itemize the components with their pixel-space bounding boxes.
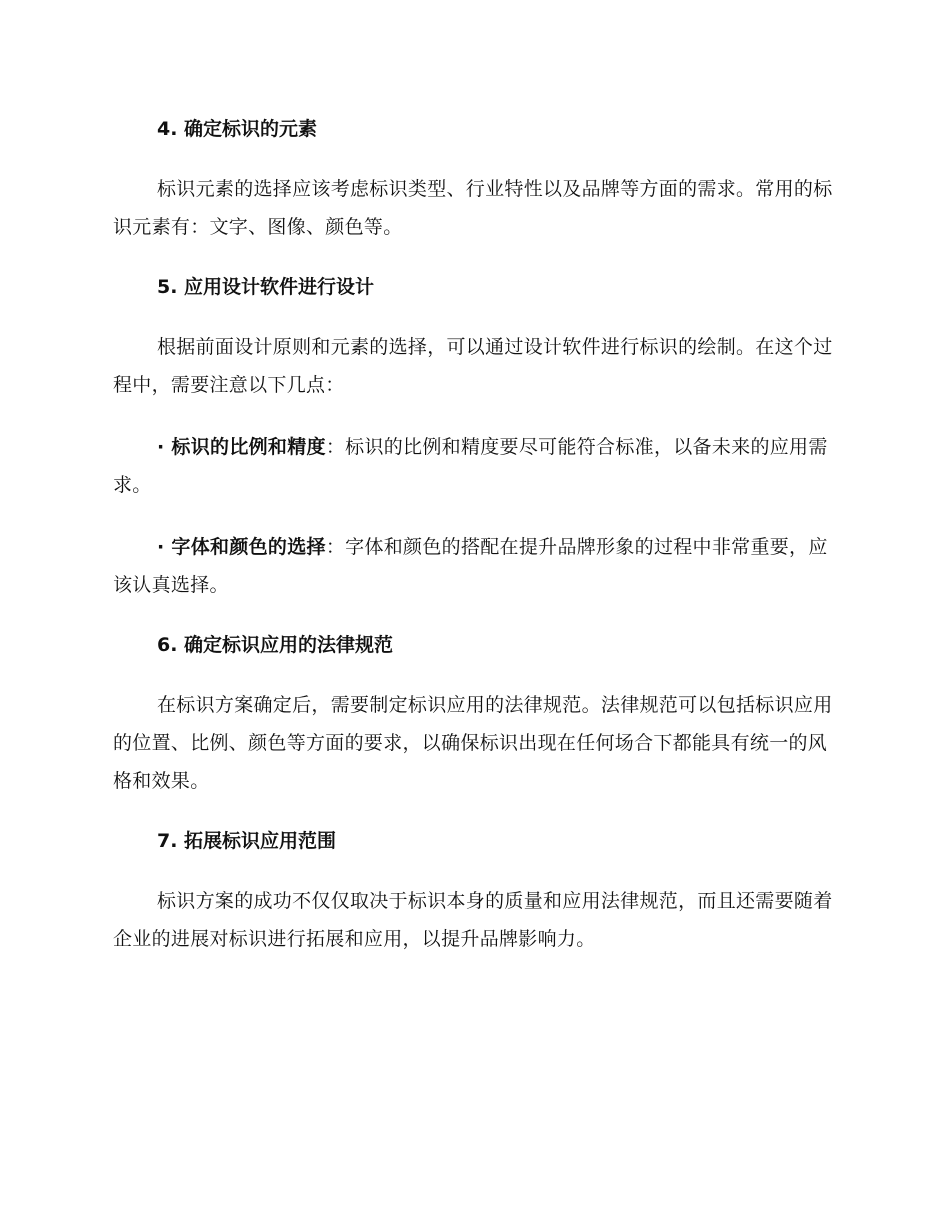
bullet-item-font-color (113, 528, 833, 604)
section-heading-4: 4. 确定标识的元素 (157, 118, 318, 140)
bullet-text: ：标识的比例和精度要尽可能符合标准，以备未来的应用需求。 (113, 436, 828, 496)
section-heading-6: 6. 确定标识应用的法律规范 (157, 634, 394, 656)
section-paragraph-7: 标识方案的成功不仅仅取决于标识本身的质量和应用法律规范，而且还需要随着企业的进展对标识进行拓展和应用，以提升品牌影响力。 (113, 890, 833, 950)
bullet-term: · 标识的比例和精度 (157, 436, 326, 458)
bullet-item-ratio-precision (113, 428, 833, 504)
section-heading-5: 5. 应用设计软件进行设计 (157, 276, 375, 298)
section-heading-7: 7. 拓展标识应用范围 (157, 830, 337, 852)
section-paragraph-5: 根据前面设计原则和元素的选择，可以通过设计软件进行标识的绘制。在这个过程中，需要注意以下几点： (113, 336, 833, 396)
bullet-term: · 字体和颜色的选择 (157, 536, 326, 558)
section-paragraph-6: 在标识方案确定后，需要制定标识应用的法律规范。法律规范可以包括标识应用的位置、比例、颜色等方面的要求，以确保标识出现在任何场合下都能具有统一的风格和效果。 (113, 694, 833, 792)
bullet-text: ：字体和颜色的搭配在提升品牌形象的过程中非常重要，应该认真选择。 (113, 536, 828, 596)
section-paragraph-4: 标识元素的选择应该考虑标识类型、行业特性以及品牌等方面的需求。常用的标识元素有：文字、图像、颜色等。 (113, 178, 833, 238)
document-page (113, 112, 833, 958)
